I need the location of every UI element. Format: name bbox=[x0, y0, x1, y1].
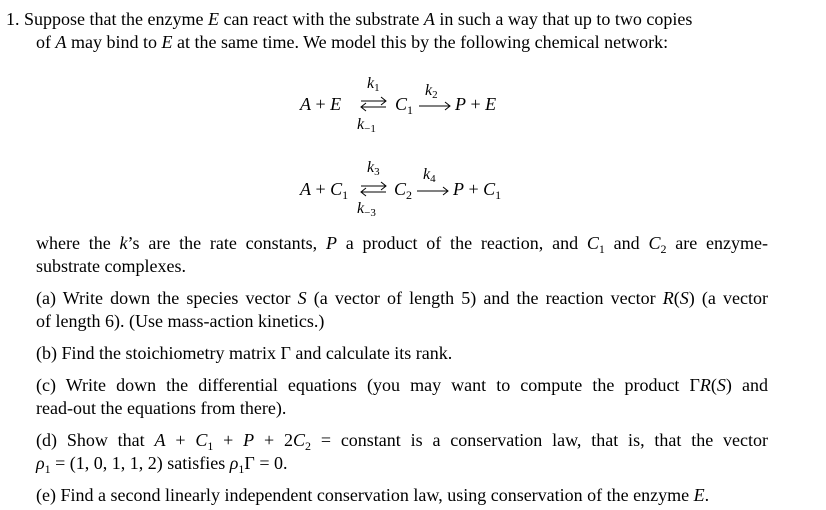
part-a-line2: of length 6). (Use mass-action kinetics.) bbox=[36, 311, 325, 331]
reaction-2-equilibrium-arrow bbox=[359, 180, 389, 200]
reaction-2-intermediate: $C_2$ bbox=[394, 179, 413, 202]
problem-number: 1. bbox=[6, 9, 20, 29]
part-d-line1: (d) Show that $A + C_1 + P + 2C_2$ = constant is a conservation law, that is, that the vector bbox=[36, 430, 769, 453]
where-line2: substrate complexes. bbox=[36, 256, 186, 276]
reaction-2-k-forward: $k_3$ bbox=[367, 159, 380, 178]
reaction-2-k-reverse: $k_{-3}$ bbox=[357, 200, 376, 219]
problem-intro-line2: of A may bind to E at the same time. We model this by the following chemical network: bbox=[36, 32, 669, 52]
reaction-1-rhs: P + E bbox=[455, 94, 497, 114]
reaction-2-lhs: $A + C_1$ bbox=[300, 179, 349, 202]
part-a-line1: (a) Write down the species vector S (a vector of length 5) and the reaction vector R(S) (a vector bbox=[36, 288, 768, 308]
part-c-line1: (c) Write down the differential equations (you may want to compute the product ΓR(S) and bbox=[36, 375, 768, 395]
part-b-line1: (b) Find the stoichiometry matrix Γ and calculate its rank. bbox=[36, 343, 453, 363]
part-d-line2: $\rho_1 = (1$, 0, 1, 1, 2) satisfies $\rho_1\Gamma = 0$. bbox=[36, 453, 288, 476]
reaction-1-k-forward: $k_1$ bbox=[367, 75, 380, 94]
where-line1: where the k’s are the rate constants, P a product of the reaction, and $C_1$ and $C_2$ are enzyme- bbox=[36, 233, 768, 256]
reaction-1-k-out: $k_2$ bbox=[425, 82, 438, 101]
part-e-line1: (e) Find a second linearly independent conservation law, using conservation of the enzyme E. bbox=[36, 485, 710, 505]
reaction-2-rhs: $P + C_1$ bbox=[453, 179, 502, 202]
reaction-1-k-reverse: $k_{-1}$ bbox=[357, 116, 376, 135]
reaction-1-intermediate: $C_1$ bbox=[395, 94, 414, 117]
reaction-1-arrow bbox=[418, 101, 452, 111]
reaction-1-lhs: A + E bbox=[300, 94, 342, 114]
reaction-1-equilibrium-arrow bbox=[359, 95, 389, 115]
reaction-2-k-out: $k_4$ bbox=[423, 166, 436, 185]
reaction-2-arrow bbox=[416, 186, 450, 196]
problem-intro-line1: 1. Suppose that the enzyme E can react with the substrate A in such a way that up to two copies bbox=[6, 9, 693, 29]
part-c-line2: read-out the equations from there). bbox=[36, 398, 287, 418]
